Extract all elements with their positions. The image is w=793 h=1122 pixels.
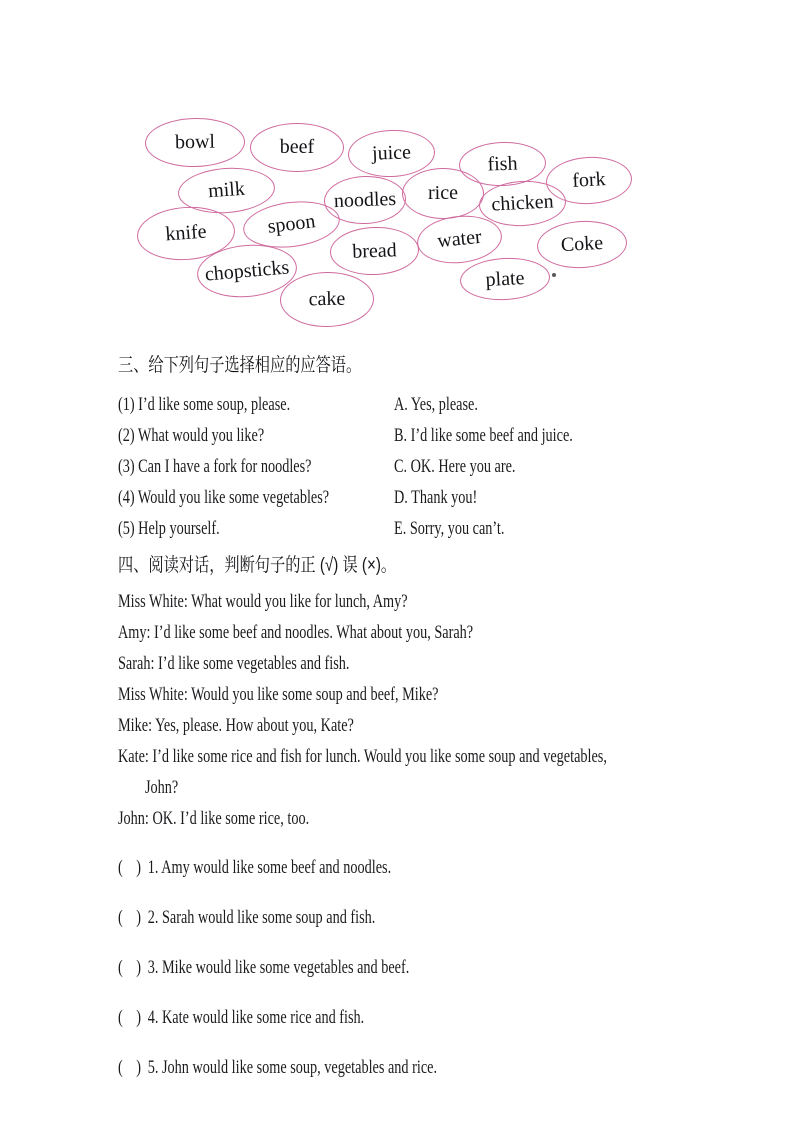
statement-text: 4. Kate would like some rice and fish.	[147, 1007, 365, 1028]
statement-text: 2. Sarah would like some soup and fish.	[147, 907, 376, 928]
bubble-cake	[280, 271, 375, 328]
bubble-word: milk	[207, 177, 246, 203]
answer-blank-open: (	[118, 857, 123, 878]
bubble-word: chicken	[490, 190, 555, 216]
dialogue-line	[118, 586, 778, 617]
match-row	[118, 389, 718, 420]
food-word-map	[0, 0, 793, 340]
bubble-word: fork	[571, 168, 607, 192]
dialogue-text: Amy: I’d like some beef and noodles. What about you, Sarah?	[118, 622, 474, 643]
matching-exercise	[118, 389, 718, 544]
dialogue-block	[118, 586, 778, 834]
match-response: A. Yes, please.	[394, 394, 478, 415]
bubble-rice	[402, 168, 484, 219]
answer-blank-close: )	[136, 857, 141, 878]
match-prompt: (3) Can I have a fork for noodles?	[118, 456, 312, 477]
match-response: C. OK. Here you are.	[394, 456, 516, 477]
answer-blank-open: (	[118, 957, 123, 978]
dialogue-line	[118, 741, 778, 772]
bubble-word: cake	[308, 287, 346, 311]
dialogue-text: Miss White: What would you like for lunch, Amy?	[118, 591, 408, 612]
statement-text: 5. John would like some soup, vegetables and rice.	[147, 1057, 438, 1078]
match-response: E. Sorry, you can’t.	[394, 518, 505, 539]
dialogue-line	[118, 803, 778, 834]
true-false-item	[118, 1002, 738, 1033]
answer-blank-close: )	[136, 1057, 141, 1078]
dialogue-text: Sarah: I’d like some vegetables and fish.	[118, 653, 350, 674]
match-row	[118, 513, 718, 544]
statement-text: 3. Mike would like some vegetables and beef.	[147, 957, 410, 978]
statement-text: 1. Amy would like some beef and noodles.	[147, 857, 392, 878]
answer-blank-close: )	[136, 1007, 141, 1028]
dialogue-line-wrap	[118, 772, 778, 803]
bubble-word: bowl	[174, 130, 216, 154]
section3-heading-text: 三、给下列句子选择相应的应答语。	[118, 355, 362, 376]
answer-blank-open: (	[118, 907, 123, 928]
bubble-bowl	[145, 117, 246, 168]
bubble-beef	[250, 123, 344, 172]
match-row	[118, 451, 718, 482]
bubble-word: noodles	[333, 187, 397, 212]
bubble-bread	[329, 225, 420, 276]
bubble-word: beef	[279, 136, 315, 158]
dialogue-text: John: OK. I’d like some rice, too.	[118, 808, 310, 829]
match-prompt: (1) I’d like some soup, please.	[118, 394, 291, 415]
true-false-item	[118, 952, 738, 983]
dialogue-line	[118, 679, 778, 710]
section4-heading-text: 四、阅读对话，判断句子的正 (√) 误 (×)。	[118, 555, 397, 576]
bubble-coke	[536, 219, 628, 271]
match-row	[118, 482, 718, 513]
bubble-word: fish	[487, 151, 518, 176]
match-prompt: (4) Would you like some vegetables?	[118, 487, 330, 508]
bubble-word: knife	[164, 220, 208, 246]
dialogue-text: John?	[145, 777, 179, 798]
match-prompt: (5) Help yourself.	[118, 518, 220, 539]
true-false-item	[118, 902, 738, 933]
bubble-word: spoon	[266, 210, 317, 238]
answer-blank-open: (	[118, 1007, 123, 1028]
dialogue-text: Miss White: Would you like some soup and beef, Mike?	[118, 684, 439, 705]
bubble-plate	[459, 256, 551, 303]
match-response: B. I’d like some beef and juice.	[394, 425, 573, 446]
match-prompt: (2) What would you like?	[118, 425, 265, 446]
section4-heading	[118, 556, 466, 576]
ink-dot	[552, 273, 556, 277]
answer-blank-close: )	[136, 957, 141, 978]
bubble-word: plate	[484, 266, 525, 291]
dialogue-line	[118, 617, 778, 648]
dialogue-text: Kate: I’d like some rice and fish for lunch. Would you like some soup and vegetables,	[118, 746, 607, 767]
bubble-word: juice	[371, 141, 412, 165]
match-response: D. Thank you!	[394, 487, 478, 508]
bubble-word: rice	[428, 182, 458, 204]
bubble-word: bread	[351, 238, 398, 263]
dialogue-line	[118, 648, 778, 679]
answer-blank-open: (	[118, 1057, 123, 1078]
true-false-item	[118, 852, 738, 883]
bubble-word: chopsticks	[203, 255, 290, 286]
dialogue-text: Mike: Yes, please. How about you, Kate?	[118, 715, 354, 736]
section3-heading	[118, 356, 422, 376]
match-row	[118, 420, 718, 451]
dialogue-line	[118, 710, 778, 741]
true-false-item	[118, 1052, 738, 1083]
bubble-word: Coke	[560, 231, 604, 257]
bubble-word: water	[436, 225, 483, 253]
answer-blank-close: )	[136, 907, 141, 928]
true-false-list	[118, 833, 738, 1102]
